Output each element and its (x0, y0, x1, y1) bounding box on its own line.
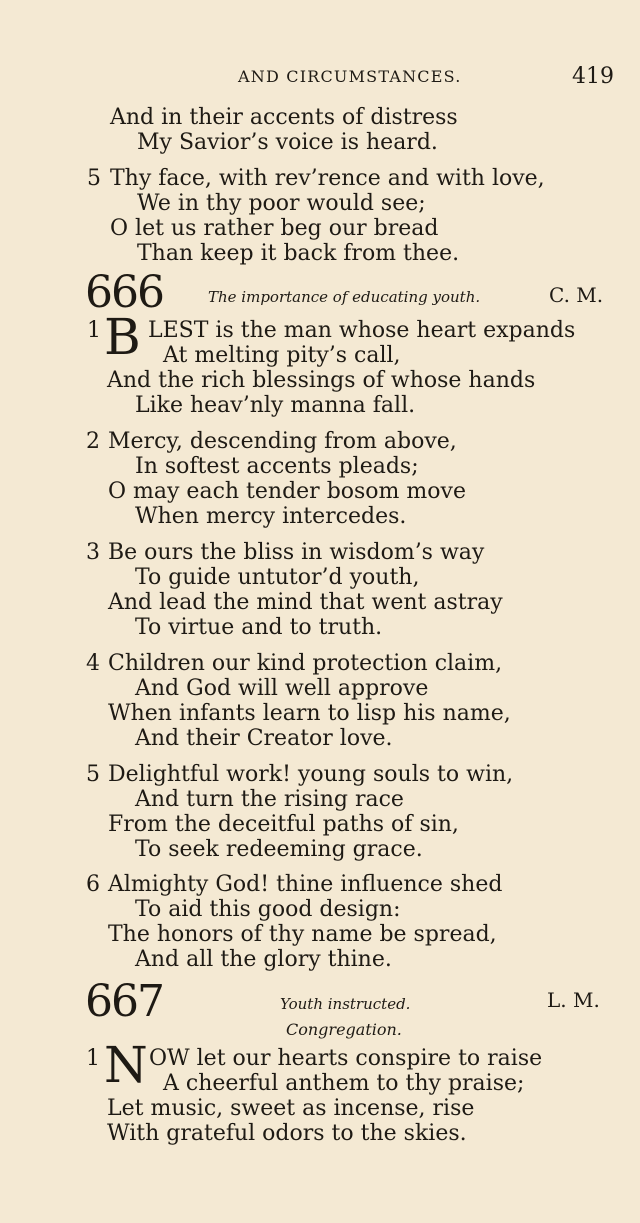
verse-line: O let us rather beg our bread (110, 216, 439, 241)
verse-line: LEST is the man whose heart expands (148, 318, 576, 343)
verse-line: O may each tender bosom move (108, 479, 466, 504)
hymn-heading (0, 267, 640, 318)
hymn-title: Youth instructed. (280, 995, 411, 1013)
verse-line: To guide untutor’d youth, (135, 565, 420, 590)
verse-line: A cheerful anthem to thy praise; (163, 1071, 525, 1096)
verse-line: The honors of thy name be spread, (108, 922, 497, 947)
stanza-number: 1 (86, 1046, 100, 1071)
drop-cap: N (104, 1036, 148, 1094)
stanza-number: 5 (86, 762, 100, 787)
hymn-meter: C. M. (549, 283, 604, 307)
drop-cap: B (104, 308, 141, 366)
hymn-subtitle: Congregation. (286, 1020, 402, 1039)
hymn-meter: L. M. (547, 988, 600, 1012)
stanza-number: 2 (86, 429, 100, 454)
verse-line: Almighty God! thine influence shed (108, 872, 503, 897)
verse-line: With grateful odors to the skies. (107, 1121, 467, 1146)
verse-line: And turn the rising race (135, 787, 404, 812)
verse-line: From the deceitful paths of sin, (108, 812, 459, 837)
verse-line: And lead the mind that went astray (108, 590, 503, 615)
hymn-title: The importance of educating youth. (208, 288, 481, 306)
verse-line: Than keep it back from thee. (137, 241, 460, 266)
stanza-number: 5 (87, 166, 101, 191)
verse-line: Children our kind protection claim, (108, 651, 503, 676)
verse-line: And God will well approve (135, 676, 429, 701)
stanza-number: 4 (86, 651, 100, 676)
verse-line: And in their accents of distress (110, 105, 458, 130)
verse-line: In softest accents pleads; (135, 454, 419, 479)
verse-line: And the rich blessings of whose hands (107, 368, 536, 393)
verse-line: To aid this good design: (135, 897, 401, 922)
verse-line: Thy face, with rev’rence and with love, (110, 166, 545, 191)
verse-line: We in thy poor would see; (137, 191, 426, 216)
verse-line: OW let our hearts conspire to raise (149, 1046, 543, 1071)
hymn-number: 666 (85, 267, 163, 318)
verse-line: Mercy, descending from above, (108, 429, 457, 454)
page-header (0, 64, 640, 94)
hymn-heading (0, 976, 640, 1027)
stanza-number: 1 (87, 318, 101, 343)
verse-line: My Savior’s voice is heard. (137, 130, 438, 155)
running-head: AND CIRCUMSTANCES. (238, 67, 462, 86)
page-number: 419 (572, 64, 614, 89)
verse-line: Delightful work! young souls to win, (108, 762, 514, 787)
verse-line: When infants learn to lisp his name, (108, 701, 511, 726)
verse-line: And their Creator love. (135, 726, 393, 751)
verse-line: When mercy intercedes. (135, 504, 407, 529)
stanza-number: 6 (86, 872, 100, 897)
verse-line: Let music, sweet as incense, rise (107, 1096, 475, 1121)
verse-line: To seek redeeming grace. (135, 837, 423, 862)
verse-line: To virtue and to truth. (135, 615, 383, 640)
verse-line: Like heav’nly manna fall. (135, 393, 416, 418)
hymn-number: 667 (85, 976, 163, 1027)
verse-line: Be ours the bliss in wisdom’s way (108, 540, 485, 565)
stanza-number: 3 (86, 540, 100, 565)
verse-line: And all the glory thine. (135, 947, 392, 972)
verse-line: At melting pity’s call, (163, 343, 401, 368)
